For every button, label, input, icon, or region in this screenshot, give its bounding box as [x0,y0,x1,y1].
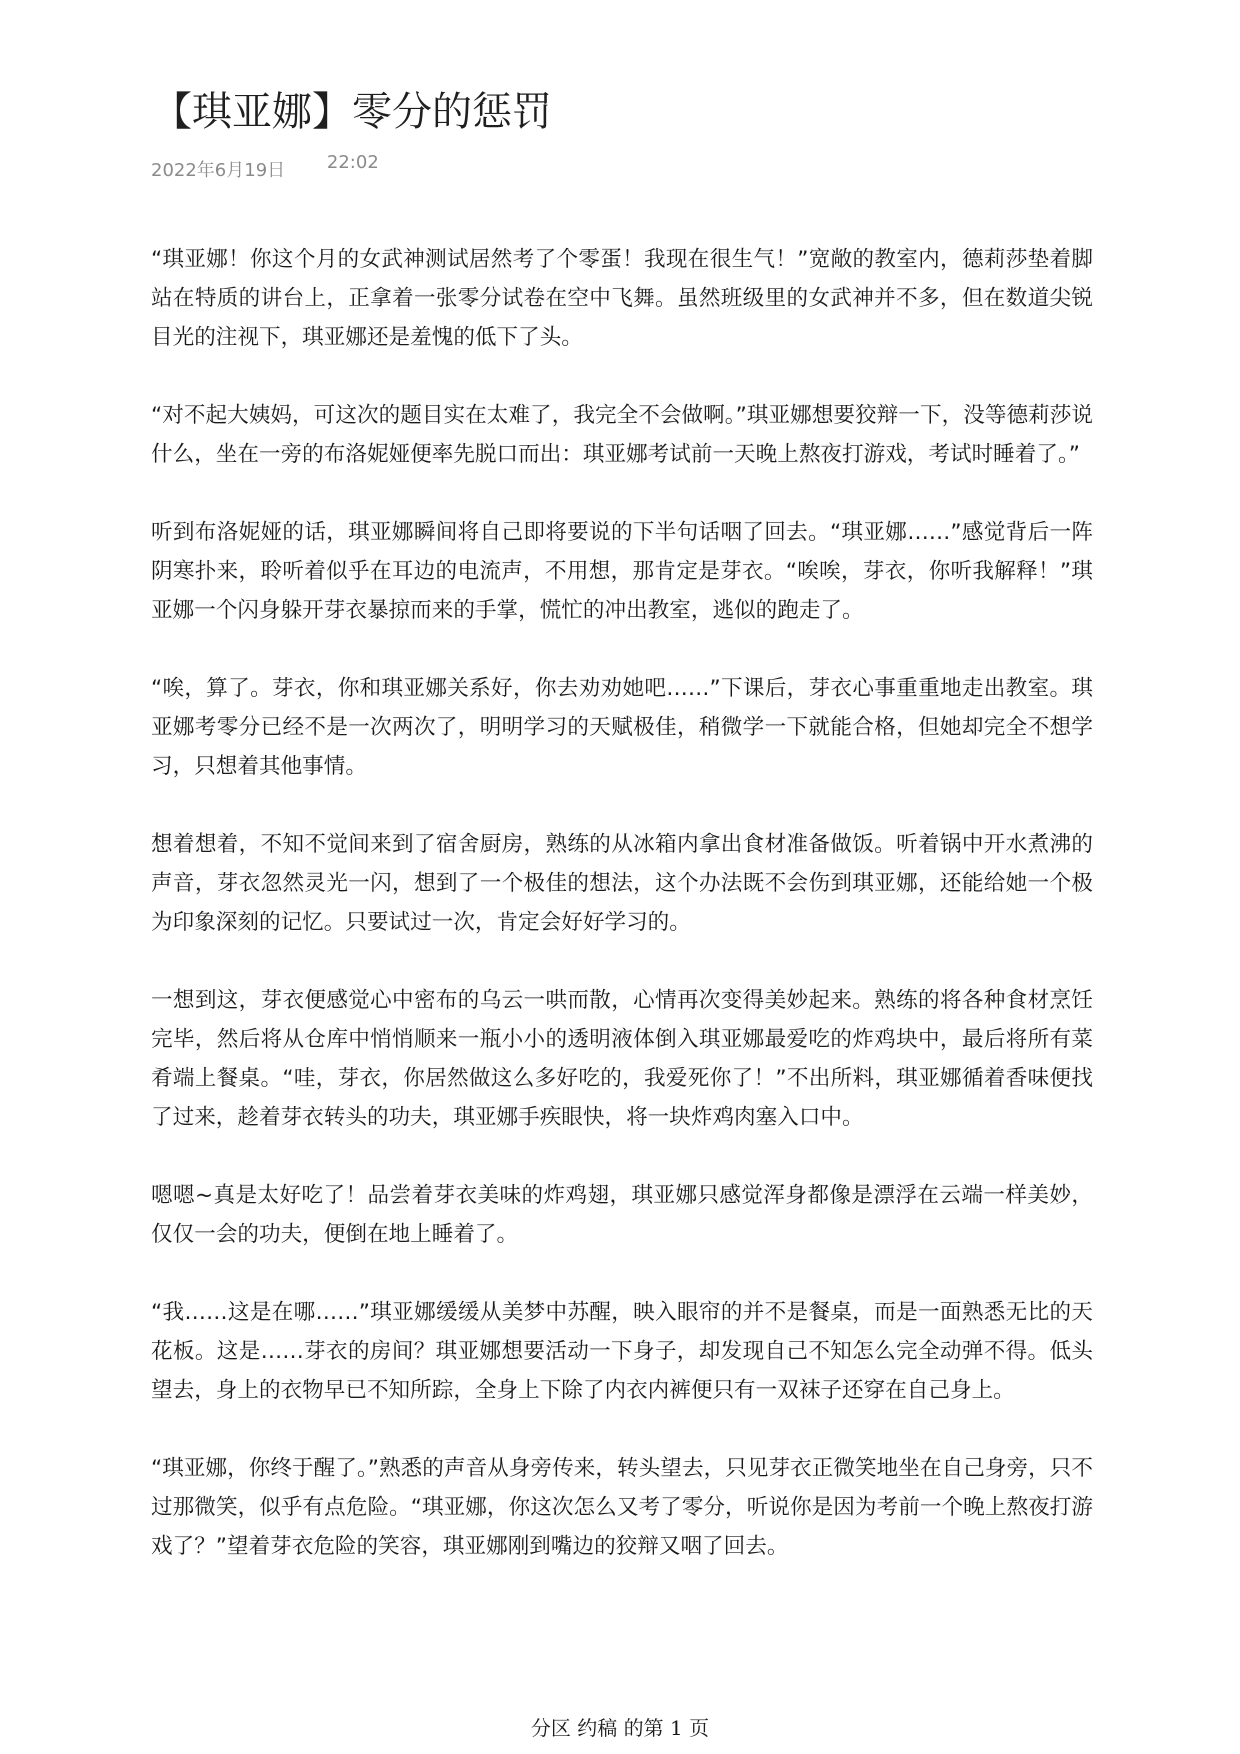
document-title: 【琪亚娜】零分的惩罚 [152,89,552,135]
paragraph: “唉，算了。芽衣，你和琪亚娜关系好，你去劝劝她吧……”下课后，芽衣心事重重地走出教室。琪亚娜考零分已经不是一次两次了，明明学习的天赋极佳，稍微学一下就能合格，但她却完全不想学习，只想着其他事情。 [151,676,1093,779]
paragraph: “琪亚娜，你终于醒了。”熟悉的声音从身旁传来，转头望去，只见芽衣正微笑地坐在自己身旁，只不过那微笑，似乎有点危险。“琪亚娜，你这次怎么又考了零分，听说你是因为考前一个晚上熬夜打游戏了？”望着芽衣危险的笑容，琪亚娜刚到嘴边的狡辩又咽了回去。 [151,1456,1093,1559]
paragraph: 一想到这，芽衣便感觉心中密布的乌云一哄而散，心情再次变得美妙起来。熟练的将各种食材烹饪完毕，然后将从仓库中悄悄顺来一瓶小小的透明液体倒入琪亚娜最爱吃的炸鸡块中，最后将所有菜肴端上餐桌。“哇，芽衣，你居然做这么多好吃的，我爱死你了！”不出所料，琪亚娜循着香味便找了过来，趁着芽衣转头的功夫，琪亚娜手疾眼快，将一块炸鸡肉塞入口中。 [151,988,1093,1130]
page-footer: 分区 约稿 的第 1 页 [530,1716,710,1740]
paragraph: 想着想着，不知不觉间来到了宿舍厨房，熟练的从冰箱内拿出食材准备做饭。听着锅中开水煮沸的声音，芽衣忽然灵光一闪，想到了一个极佳的想法，这个办法既不会伤到琪亚娜，还能给她一个极为印象深刻的记忆。只要试过一次，肯定会好好学习的。 [151,832,1093,935]
document-meta [151,152,379,186]
document-date: 2022年6月19日 [151,160,286,181]
paragraph: “我……这是在哪……”琪亚娜缓缓从美梦中苏醒，映入眼帘的并不是餐桌，而是一面熟悉无比的天花板。这是……芽衣的房间？琪亚娜想要活动一下身子，却发现自己不知怎么完全动弹不得。低头望去，身上的衣物早已不知所踪，全身上下除了内衣内裤便只有一双袜子还穿在自己身上。 [151,1300,1093,1403]
document-body [151,240,1093,1605]
document-time: 22:02 [326,152,379,173]
paragraph: “对不起大姨妈，可这次的题目实在太难了，我完全不会做啊。”琪亚娜想要狡辩一下，没等德莉莎说什么，坐在一旁的布洛妮娅便率先脱口而出：琪亚娜考试前一天晚上熬夜打游戏，考试时睡着了。” [151,403,1093,467]
paragraph: 听到布洛妮娅的话，琪亚娜瞬间将自己即将要说的下半句话咽了回去。“琪亚娜……”感觉背后一阵阴寒扑来，聆听着似乎在耳边的电流声，不用想，那肯定是芽衣。“唉唉，芽衣，你听我解释！”琪亚娜一个闪身躲开芽衣暴掠而来的手掌，慌忙的冲出教室，逃似的跑走了。 [151,520,1093,623]
paragraph: “琪亚娜！你这个月的女武神测试居然考了个零蛋！我现在很生气！”宽敞的教室内，德莉莎垫着脚站在特质的讲台上，正拿着一张零分试卷在空中飞舞。虽然班级里的女武神并不多，但在数道尖锐目光的注视下，琪亚娜还是羞愧的低下了头。 [151,247,1093,350]
paragraph: 嗯嗯~真是太好吃了！品尝着芽衣美味的炸鸡翅，琪亚娜只感觉浑身都像是漂浮在云端一样美妙，仅仅一会的功夫，便倒在地上睡着了。 [151,1183,1093,1247]
